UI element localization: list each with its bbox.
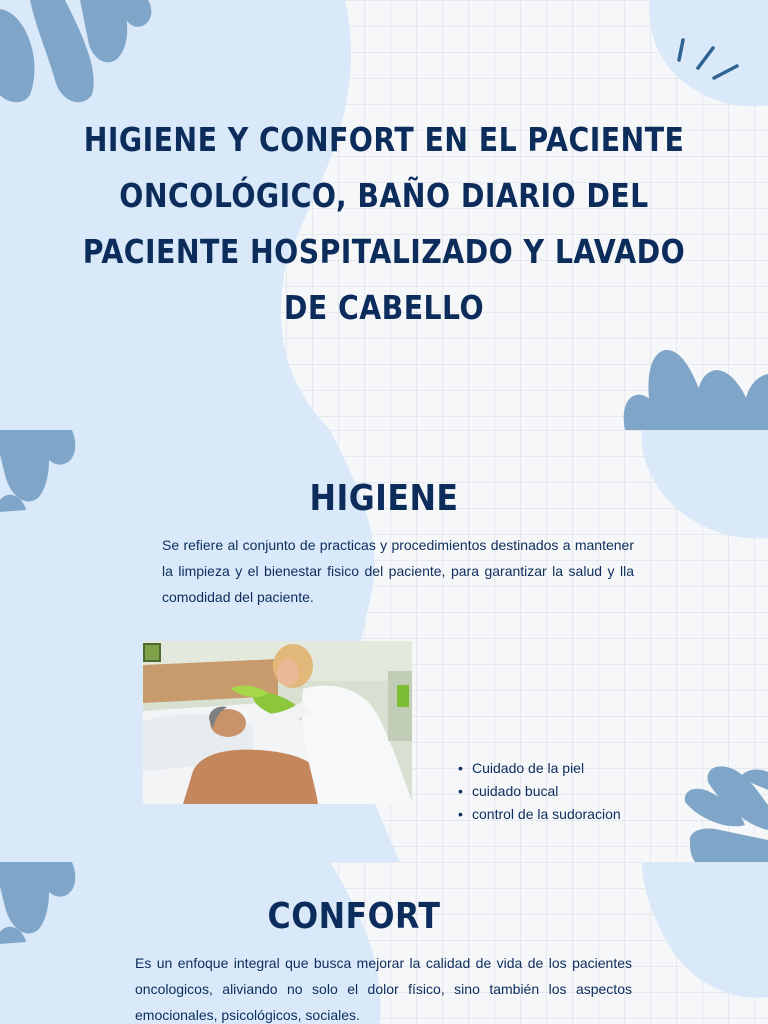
list-item: • Cuidado de la piel [456, 757, 621, 780]
nurse-caring-patient-photo [143, 641, 412, 804]
title-slide [0, 0, 768, 430]
higiene-slide [0, 430, 768, 862]
higiene-description: Se refiere al conjunto de practicas y procedimientos destinados a mantener la limpieza y el bienestar fisico del paciente, para garantizar la salud y lla comodidad del paciente. [162, 537, 634, 605]
leaf-cluster-bottom-right [624, 350, 768, 430]
higiene-bullet-list [456, 757, 621, 826]
list-item: • control de la sudoracion [456, 803, 621, 826]
leaf-cluster-right [685, 766, 768, 862]
section-heading-higiene: HIGIENE [309, 478, 459, 519]
page-title: HIGIENE Y CONFORT EN EL PACIENTE ONCOLÓGICO, BAÑO DIARIO DEL PACIENTE HOSPITALIZADO Y LAVADO DE CABELLO [82, 120, 686, 327]
confort-slide [0, 862, 768, 1024]
section-heading-confort: CONFORT [267, 896, 441, 937]
list-item: • cuidado bucal [456, 780, 621, 803]
confort-description: Es un enfoque integral que busca mejorar la calidad de vida de los pacientes oncologicos, aliviando no solo el dolor físico, sino también los aspectos emocionales, psicológicos, sociales. [135, 955, 632, 1023]
